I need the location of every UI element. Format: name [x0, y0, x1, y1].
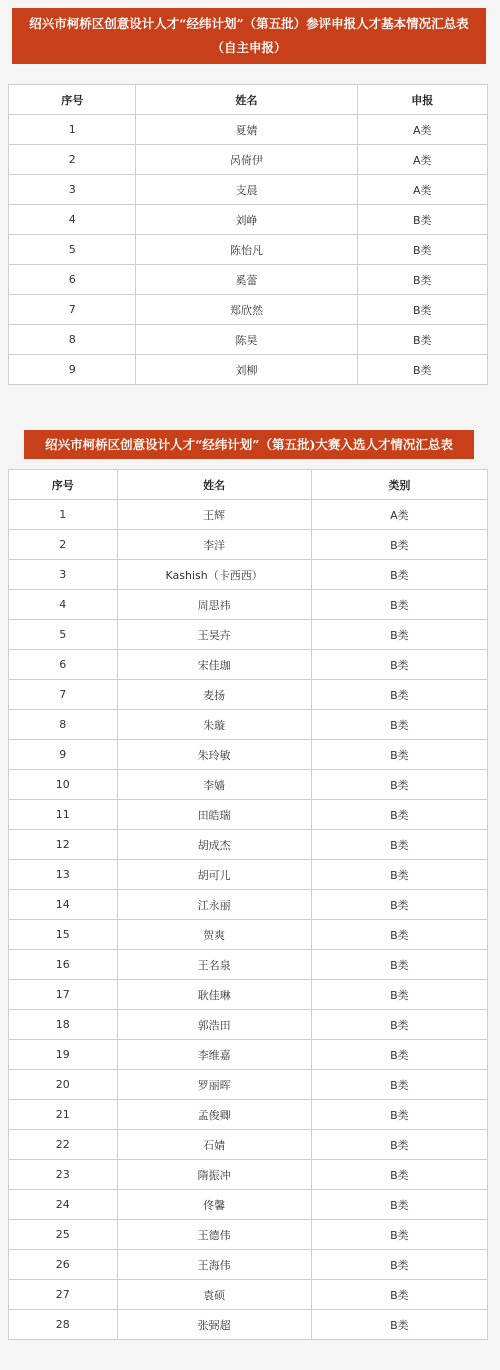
table-row	[9, 1310, 488, 1340]
cell-number: 3	[9, 175, 136, 205]
cell-number: 27	[9, 1280, 118, 1310]
cell-number: 6	[9, 265, 136, 295]
cell-category: B类	[311, 1250, 487, 1280]
table-row	[9, 1280, 488, 1310]
cell-number: 4	[9, 205, 136, 235]
cell-name: 石婧	[117, 1130, 311, 1160]
cell-name: 袁硕	[117, 1280, 311, 1310]
cell-number: 9	[9, 355, 136, 385]
cell-name: 张弼超	[117, 1310, 311, 1340]
cell-category: B类	[311, 1280, 487, 1310]
column-header-application: 申报	[357, 85, 487, 115]
table-row	[9, 1220, 488, 1250]
cell-category: B类	[311, 1010, 487, 1040]
cell-category: B类	[357, 205, 487, 235]
table-row	[9, 980, 488, 1010]
cell-name: 贺爽	[117, 920, 311, 950]
table-row	[9, 175, 488, 205]
cell-name: 奚蕾	[136, 265, 357, 295]
cell-name: 陈怡凡	[136, 235, 357, 265]
cell-number: 21	[9, 1100, 118, 1130]
cell-name: 刘峥	[136, 205, 357, 235]
cell-number: 7	[9, 680, 118, 710]
cell-category: B类	[311, 770, 487, 800]
cell-name: 佟馨	[117, 1190, 311, 1220]
cell-name: 耿佳琳	[117, 980, 311, 1010]
cell-category: B类	[311, 920, 487, 950]
table-row	[9, 325, 488, 355]
table-row	[9, 740, 488, 770]
cell-category: B类	[357, 235, 487, 265]
cell-category: B类	[311, 650, 487, 680]
table-row	[9, 890, 488, 920]
cell-number: 3	[9, 560, 118, 590]
table-row	[9, 680, 488, 710]
cell-name: 罗丽晖	[117, 1070, 311, 1100]
table-row	[9, 235, 488, 265]
cell-category: B类	[311, 590, 487, 620]
cell-name: 王昊卉	[117, 620, 311, 650]
cell-category: A类	[311, 500, 487, 530]
cell-name: 陈昊	[136, 325, 357, 355]
cell-name: 胡成杰	[117, 830, 311, 860]
table-row	[9, 1040, 488, 1070]
cell-number: 10	[9, 770, 118, 800]
table-row	[9, 295, 488, 325]
column-header-category: 类别	[311, 470, 487, 500]
cell-number: 8	[9, 710, 118, 740]
cell-number: 5	[9, 620, 118, 650]
cell-number: 22	[9, 1130, 118, 1160]
cell-number: 26	[9, 1250, 118, 1280]
cell-name: 孟俊卿	[117, 1100, 311, 1130]
cell-category: B类	[311, 1070, 487, 1100]
cell-name: 朱玲敏	[117, 740, 311, 770]
cell-category: B类	[311, 800, 487, 830]
cell-number: 8	[9, 325, 136, 355]
self-application-table	[8, 84, 488, 385]
competition-selection-table-body	[9, 500, 488, 1340]
cell-name: 郑欣然	[136, 295, 357, 325]
cell-name: 呙倚伊	[136, 145, 357, 175]
cell-category: B类	[357, 325, 487, 355]
cell-number: 12	[9, 830, 118, 860]
cell-name: 李洋	[117, 530, 311, 560]
self-application-table-body	[9, 115, 488, 385]
cell-number: 11	[9, 800, 118, 830]
cell-category: B类	[311, 1100, 487, 1130]
section2-title-banner	[24, 430, 474, 459]
cell-number: 23	[9, 1160, 118, 1190]
cell-number: 7	[9, 295, 136, 325]
cell-number: 19	[9, 1040, 118, 1070]
cell-category: B类	[311, 1190, 487, 1220]
cell-category: B类	[357, 295, 487, 325]
table-row	[9, 830, 488, 860]
table-row	[9, 1100, 488, 1130]
cell-name: 王海伟	[117, 1250, 311, 1280]
cell-number: 2	[9, 530, 118, 560]
table-row	[9, 115, 488, 145]
cell-category: B类	[311, 860, 487, 890]
cell-number: 1	[9, 500, 118, 530]
cell-name: 宋佳珈	[117, 650, 311, 680]
table-row	[9, 860, 488, 890]
cell-number: 25	[9, 1220, 118, 1250]
cell-name: 麦扬	[117, 680, 311, 710]
cell-name: 朱璇	[117, 710, 311, 740]
table-row	[9, 1070, 488, 1100]
cell-category: B类	[311, 1310, 487, 1340]
table-row	[9, 560, 488, 590]
cell-category: B类	[311, 620, 487, 650]
table-row	[9, 620, 488, 650]
cell-name: 夏婧	[136, 115, 357, 145]
table-row	[9, 770, 488, 800]
cell-category: B类	[311, 560, 487, 590]
cell-category: B类	[311, 890, 487, 920]
cell-number: 24	[9, 1190, 118, 1220]
column-header-number: 序号	[9, 470, 118, 500]
cell-number: 28	[9, 1310, 118, 1340]
cell-category: B类	[311, 1130, 487, 1160]
cell-name: 王名泉	[117, 950, 311, 980]
cell-number: 15	[9, 920, 118, 950]
cell-number: 16	[9, 950, 118, 980]
cell-category: B类	[311, 710, 487, 740]
table-row	[9, 265, 488, 295]
cell-name: 支晨	[136, 175, 357, 205]
cell-category: B类	[311, 950, 487, 980]
cell-number: 6	[9, 650, 118, 680]
table-row	[9, 355, 488, 385]
section2-title: 绍兴市柯桥区创意设计人才“经纬计划”（第五批)大赛入选人才情况汇总表	[45, 437, 453, 452]
cell-name: Kashish（卡西西）	[117, 560, 311, 590]
table-row	[9, 710, 488, 740]
table-row	[9, 145, 488, 175]
table-row	[9, 1190, 488, 1220]
cell-number: 14	[9, 890, 118, 920]
cell-name: 郭浩田	[117, 1010, 311, 1040]
table-row	[9, 950, 488, 980]
cell-number: 20	[9, 1070, 118, 1100]
cell-name: 刘柳	[136, 355, 357, 385]
table-row	[9, 650, 488, 680]
cell-category: B类	[311, 530, 487, 560]
cell-name: 江永丽	[117, 890, 311, 920]
table-header-row	[9, 85, 488, 115]
cell-category: A类	[357, 145, 487, 175]
cell-category: B类	[311, 680, 487, 710]
table-row	[9, 1010, 488, 1040]
cell-number: 2	[9, 145, 136, 175]
cell-number: 5	[9, 235, 136, 265]
cell-number: 13	[9, 860, 118, 890]
table-row	[9, 920, 488, 950]
table-row	[9, 800, 488, 830]
cell-name: 胡可儿	[117, 860, 311, 890]
table-header-row	[9, 470, 488, 500]
table-row	[9, 590, 488, 620]
cell-number: 17	[9, 980, 118, 1010]
cell-category: A类	[357, 115, 487, 145]
cell-name: 田皓瑞	[117, 800, 311, 830]
section1-title-banner	[12, 8, 486, 64]
cell-category: B类	[311, 830, 487, 860]
cell-number: 18	[9, 1010, 118, 1040]
column-header-name: 姓名	[117, 470, 311, 500]
cell-number: 1	[9, 115, 136, 145]
table-row	[9, 1130, 488, 1160]
cell-number: 4	[9, 590, 118, 620]
column-header-number: 序号	[9, 85, 136, 115]
table-row	[9, 530, 488, 560]
cell-category: B类	[311, 1040, 487, 1070]
cell-name: 王辉	[117, 500, 311, 530]
cell-name: 隋振冲	[117, 1160, 311, 1190]
cell-category: B类	[311, 1220, 487, 1250]
section1-title: 绍兴市柯桥区创意设计人才“经纬计划”（第五批）参评申报人才基本情况汇总表（自主申报）	[29, 16, 469, 55]
cell-name: 周思祎	[117, 590, 311, 620]
column-header-name: 姓名	[136, 85, 357, 115]
cell-category: B类	[357, 265, 487, 295]
table-row	[9, 205, 488, 235]
cell-category: B类	[311, 980, 487, 1010]
cell-name: 李嫱	[117, 770, 311, 800]
cell-name: 王德伟	[117, 1220, 311, 1250]
cell-category: B类	[311, 740, 487, 770]
cell-name: 李维嘉	[117, 1040, 311, 1070]
competition-selection-table	[8, 469, 488, 1340]
table-row	[9, 1250, 488, 1280]
cell-category: B类	[311, 1160, 487, 1190]
cell-category: B类	[357, 355, 487, 385]
cell-number: 9	[9, 740, 118, 770]
cell-category: A类	[357, 175, 487, 205]
table-row	[9, 1160, 488, 1190]
table-row	[9, 500, 488, 530]
